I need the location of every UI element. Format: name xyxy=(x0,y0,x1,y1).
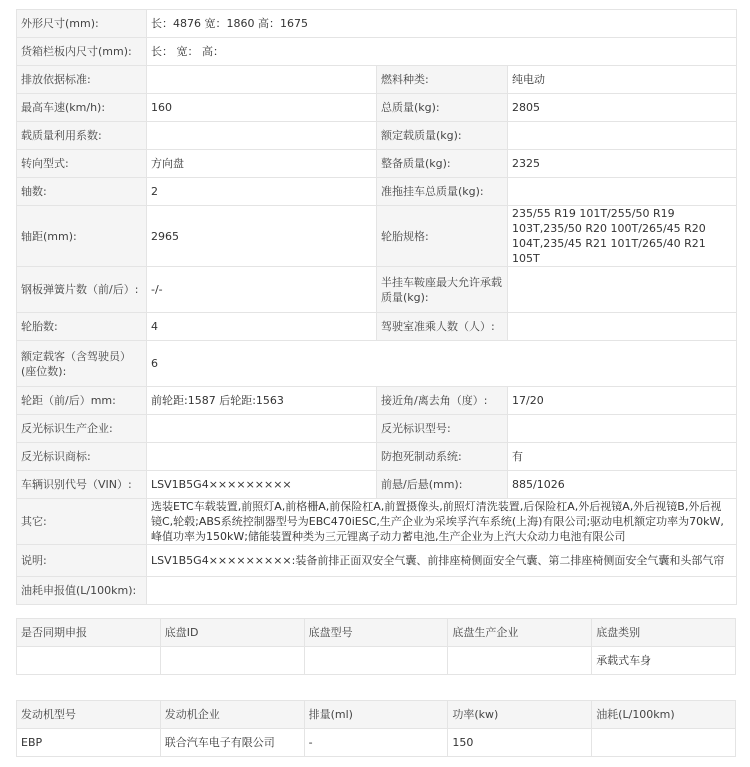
axles-value: 2 xyxy=(147,178,377,206)
tire-count-value: 4 xyxy=(147,313,377,341)
engine-model-value: EBP xyxy=(17,729,161,757)
total-mass-label: 总质量(kg): xyxy=(377,94,508,122)
chassis-table xyxy=(16,618,736,675)
reflect-model-label: 反光标识型号: xyxy=(377,415,508,443)
note-label: 说明: xyxy=(17,545,147,577)
engine-table xyxy=(16,700,736,757)
seats-value: 6 xyxy=(147,341,737,387)
curb-mass-label: 整备质量(kg): xyxy=(377,150,508,178)
fuel-report-value xyxy=(147,577,737,605)
load-util-label: 载质量利用系数: xyxy=(17,122,147,150)
angle-value: 17/20 xyxy=(508,387,737,415)
tire-spec-label: 轮胎规格: xyxy=(377,206,508,267)
engine-header-maker: 发动机企业 xyxy=(160,701,304,729)
overhang-label: 前悬/后悬(mm): xyxy=(377,471,508,499)
engine-header-consumption: 油耗(L/100km) xyxy=(592,701,736,729)
trailer-mass-label: 准拖挂车总质量(kg): xyxy=(377,178,508,206)
chassis-header-id: 底盘ID xyxy=(160,619,304,647)
rated-load-value xyxy=(508,122,737,150)
rated-load-label: 额定载质量(kg): xyxy=(377,122,508,150)
cab-capacity-label: 驾驶室准乘人数（人）: xyxy=(377,313,508,341)
engine-maker-value: 联合汽车电子有限公司 xyxy=(160,729,304,757)
chassis-header-model: 底盘型号 xyxy=(304,619,448,647)
fuel-report-label: 油耗申报值(L/100km): xyxy=(17,577,147,605)
outer-size-value: 长：4876 宽：1860 高：1675 xyxy=(147,10,737,38)
track-value: 前轮距:1587 后轮距:1563 xyxy=(147,387,377,415)
cargo-size-label: 货箱栏板内尺寸(mm): xyxy=(17,38,147,66)
trailer-mass-value xyxy=(508,178,737,206)
wheelbase-label: 轴距(mm): xyxy=(17,206,147,267)
engine-power-value: 150 xyxy=(448,729,592,757)
chassis-type-value: 承载式车身 xyxy=(592,647,736,675)
saddle-load-label: 半挂车鞍座最大允许承载质量(kg): xyxy=(377,267,508,313)
steering-label: 转向型式: xyxy=(17,150,147,178)
tire-count-label: 轮胎数: xyxy=(17,313,147,341)
angle-label: 接近角/离去角（度）: xyxy=(377,387,508,415)
max-speed-label: 最高车速(km/h): xyxy=(17,94,147,122)
reflect-brand-value xyxy=(147,443,377,471)
engine-consumption-value xyxy=(592,729,736,757)
curb-mass-value: 2325 xyxy=(508,150,737,178)
engine-displacement-value: - xyxy=(304,729,448,757)
track-label: 轮距（前/后）mm: xyxy=(17,387,147,415)
chassis-header-type: 底盘类别 xyxy=(592,619,736,647)
other-value: 选装ETC车载装置,前照灯A,前格栅A,前保险杠A,前置摄像头,前照灯清洗装置,后保险杠A,外后视镜A,外后视镜B,外后视镜C,轮毂;ABS系统控制器型号为EBC470iESC,生产企业为采埃孚汽车系统(上海)有限公司;驱动电机额定功率为70kW,峰值功率为150kW;储能装置种类为三元锂离子动力蓄电池,生产企业为上汽大众动力电池有限公司 xyxy=(147,499,737,545)
cab-capacity-value xyxy=(508,313,737,341)
reflect-maker-value xyxy=(147,415,377,443)
chassis-header-sync: 是否同期申报 xyxy=(17,619,161,647)
emission-label: 排放依据标准: xyxy=(17,66,147,94)
chassis-sync-value xyxy=(17,647,161,675)
leaf-spring-value: -/- xyxy=(147,267,377,313)
engine-header-power: 功率(kw) xyxy=(448,701,592,729)
seats-label: 额定载客（含驾驶员）(座位数): xyxy=(17,341,147,387)
chassis-id-value xyxy=(160,647,304,675)
engine-header-displacement: 排量(ml) xyxy=(304,701,448,729)
reflect-model-value xyxy=(508,415,737,443)
axles-label: 轴数: xyxy=(17,178,147,206)
total-mass-value: 2805 xyxy=(508,94,737,122)
abs-label: 防抱死制动系统: xyxy=(377,443,508,471)
chassis-model-value xyxy=(304,647,448,675)
other-label: 其它: xyxy=(17,499,147,545)
emission-value xyxy=(147,66,377,94)
leaf-spring-label: 钢板弹簧片数（前/后）: xyxy=(17,267,147,313)
chassis-maker-value xyxy=(448,647,592,675)
engine-header-model: 发动机型号 xyxy=(17,701,161,729)
fuel-type-value: 纯电动 xyxy=(508,66,737,94)
max-speed-value: 160 xyxy=(147,94,377,122)
fuel-type-label: 燃料种类: xyxy=(377,66,508,94)
saddle-load-value xyxy=(508,267,737,313)
vin-label: 车辆识别代号（VIN）: xyxy=(17,471,147,499)
abs-value: 有 xyxy=(508,443,737,471)
chassis-header-maker: 底盘生产企业 xyxy=(448,619,592,647)
cargo-size-value: 长： 宽： 高： xyxy=(147,38,737,66)
vehicle-spec-table xyxy=(16,9,737,605)
note-value: LSV1B5G4×××××××××:装备前排正面双安全气囊、前排座椅侧面安全气囊、第二排座椅侧面安全气囊和头部气帘 xyxy=(147,545,737,577)
steering-value: 方向盘 xyxy=(147,150,377,178)
outer-size-label: 外形尺寸(mm): xyxy=(17,10,147,38)
tire-spec-value: 235/55 R19 101T/255/50 R19 103T,235/50 R20 100T/265/45 R20 104T,235/45 R21 101T/265/40 R21 105T xyxy=(508,206,737,267)
wheelbase-value: 2965 xyxy=(147,206,377,267)
reflect-maker-label: 反光标识生产企业: xyxy=(17,415,147,443)
load-util-value xyxy=(147,122,377,150)
overhang-value: 885/1026 xyxy=(508,471,737,499)
reflect-brand-label: 反光标识商标: xyxy=(17,443,147,471)
vin-value: LSV1B5G4××××××××× xyxy=(147,471,377,499)
